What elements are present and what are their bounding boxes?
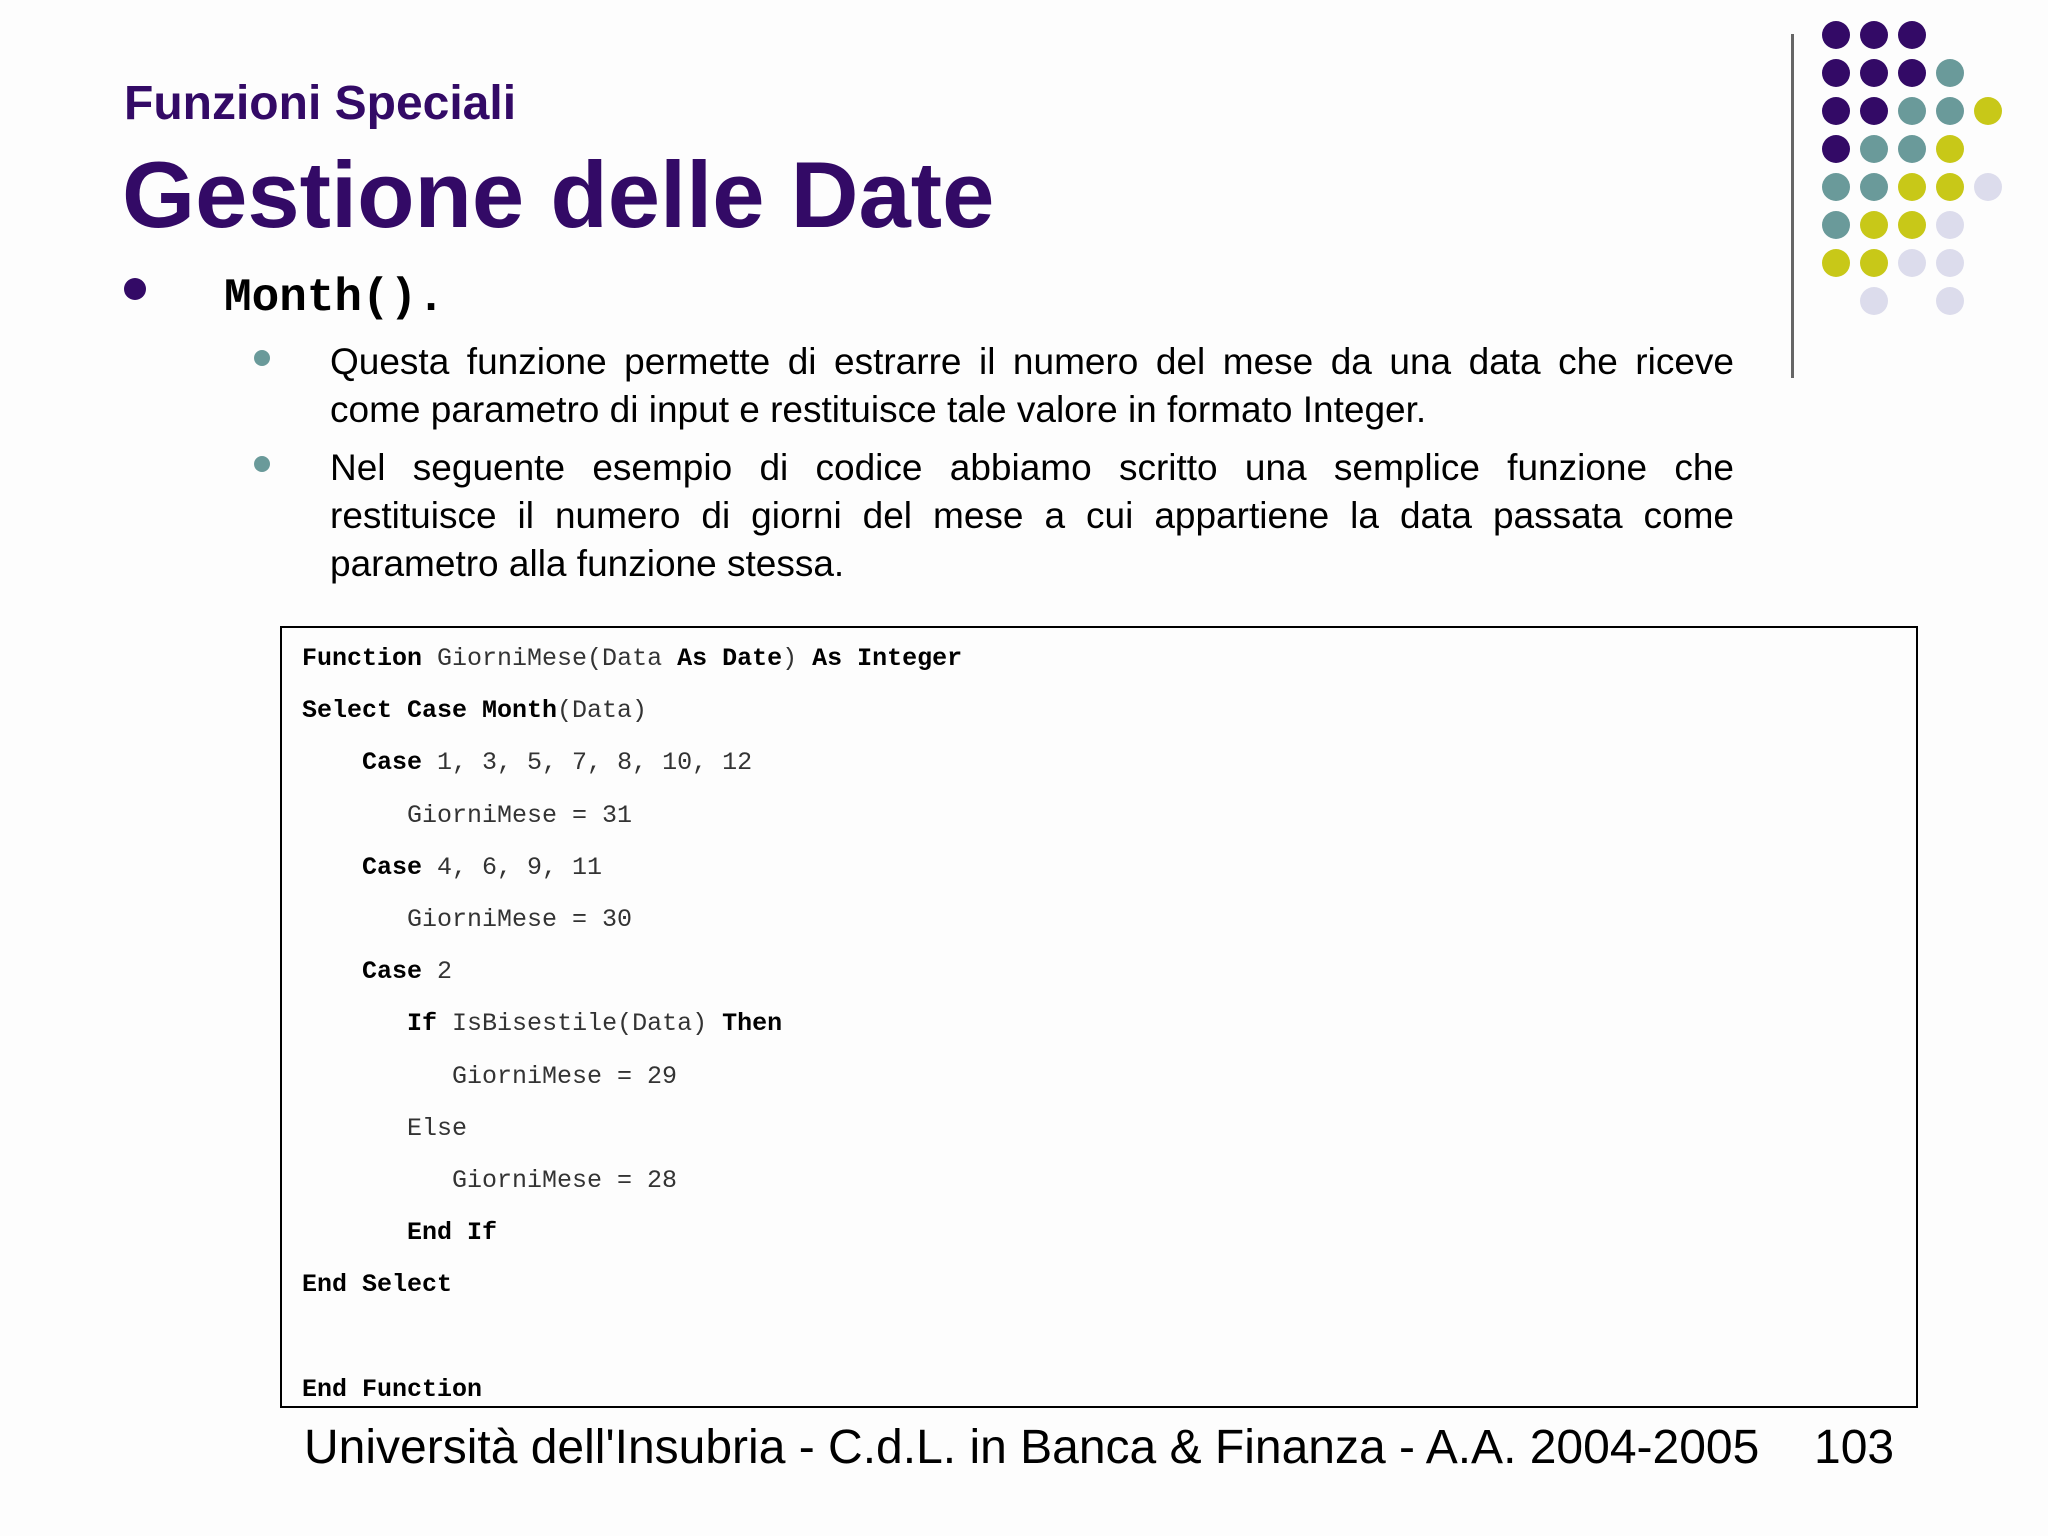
- code-keyword: End Select: [302, 1270, 453, 1300]
- function-name: Month().: [224, 272, 445, 324]
- code-text: 4, 6, 9, 11: [422, 852, 603, 882]
- code-text: ): [782, 644, 813, 673]
- code-line: [302, 905, 632, 935]
- slide-subtitle: Funzioni Speciali: [124, 77, 517, 130]
- code-line: [302, 1114, 467, 1144]
- code-text: [302, 748, 362, 777]
- code-text: (Data): [557, 696, 648, 726]
- code-line: [302, 748, 752, 778]
- code-line: [302, 1270, 452, 1300]
- decorative-dot: [1898, 173, 1926, 201]
- code-keyword: Function: [302, 644, 423, 673]
- decorative-dot: [1936, 249, 1964, 277]
- decorative-dot: [1822, 249, 1850, 277]
- code-line: [302, 1218, 497, 1248]
- code-keyword: As Date: [677, 644, 783, 673]
- code-line: [302, 644, 962, 674]
- code-line: [302, 957, 452, 987]
- decorative-dot: [1822, 59, 1850, 87]
- decorative-dot: [1860, 59, 1888, 87]
- code-text: [302, 1009, 407, 1038]
- decorative-dot: [1936, 173, 1964, 201]
- decorative-dot: [1822, 211, 1850, 239]
- decorative-dot: [1898, 97, 1926, 125]
- code-text: GiorniMese = 31: [302, 800, 633, 830]
- paragraph-text: Nel seguente esempio di codice abbiamo scritto una semplice funzione che restituisce il numero di giorni del mese a cui appartiene la data passata come parametro alla funzione stessa.: [330, 447, 1734, 584]
- code-text: IsBisestile(Data): [437, 1009, 723, 1039]
- decorative-dot: [1860, 97, 1888, 125]
- decorative-dot: [1936, 211, 1964, 239]
- code-keyword: As Integer: [812, 644, 963, 673]
- decorative-dot: [1860, 21, 1888, 49]
- code-line: [302, 1009, 782, 1039]
- decorative-dot: [1936, 135, 1964, 163]
- code-text: GiorniMese(Data: [422, 644, 678, 673]
- code-line: [302, 1062, 677, 1092]
- decorative-dot: [1822, 173, 1850, 201]
- example-paragraph: [330, 444, 1734, 588]
- decorative-dot: [1936, 59, 1964, 87]
- code-keyword: Case: [362, 957, 423, 987]
- code-text: 1, 3, 5, 7, 8, 10, 12: [422, 748, 753, 778]
- decorative-dot: [1860, 287, 1888, 315]
- code-keyword: Then: [722, 1009, 783, 1039]
- code-line: [302, 696, 647, 726]
- sub-bullet-icon: [254, 350, 270, 366]
- paragraph-text: Questa funzione permette di estrarre il numero del mese da una data che riceve come parametro di input e restituisce tale valore in formato Integer.: [330, 341, 1734, 430]
- code-keyword: Case: [362, 852, 423, 882]
- decorative-dot: [1860, 135, 1888, 163]
- decorative-dot: [1860, 211, 1888, 239]
- code-text: [302, 957, 362, 986]
- code-text: GiorniMese = 29: [302, 1061, 678, 1091]
- bullet-icon: [124, 278, 146, 300]
- code-line: [302, 801, 632, 831]
- decorative-dot: [1822, 97, 1850, 125]
- decorative-dot: [1898, 211, 1926, 239]
- footer-text: Università dell'Insubria - C.d.L. in Banca & Finanza - A.A. 2004-2005: [304, 1421, 1760, 1474]
- code-keyword: End Function: [302, 1374, 483, 1404]
- decorative-dot: [1822, 21, 1850, 49]
- description-paragraph: [330, 338, 1734, 434]
- decorative-dot: [1860, 173, 1888, 201]
- decorative-dot: [1974, 173, 2002, 201]
- code-text: [302, 1218, 407, 1247]
- page-number: 103: [1814, 1421, 1895, 1474]
- code-text: GiorniMese = 30: [302, 905, 633, 934]
- decorative-dot: [1974, 97, 2002, 125]
- code-text: 2: [422, 957, 453, 987]
- code-example-box: [280, 626, 1918, 1408]
- code-line: [302, 1375, 482, 1405]
- code-keyword: Select Case Month: [302, 696, 558, 726]
- decorative-divider: [1791, 34, 1794, 378]
- slide-title: Gestione delle Date: [122, 142, 995, 247]
- code-line: [302, 853, 602, 883]
- code-text: [302, 853, 362, 882]
- code-keyword: End If: [407, 1218, 498, 1248]
- code-line: [302, 1166, 677, 1196]
- decorative-dot: [1898, 59, 1926, 87]
- code-keyword: If: [407, 1009, 438, 1039]
- decorative-dot: [1898, 135, 1926, 163]
- code-text: GiorniMese = 28: [302, 1166, 678, 1195]
- code-keyword: Case: [362, 748, 423, 778]
- decorative-dot: [1936, 287, 1964, 315]
- decorative-dot: [1936, 97, 1964, 125]
- decorative-dot: [1860, 249, 1888, 277]
- decorative-dot: [1898, 249, 1926, 277]
- decorative-dot: [1898, 21, 1926, 49]
- code-text: Else: [302, 1113, 468, 1143]
- decorative-dot: [1822, 135, 1850, 163]
- sub-bullet-icon: [254, 456, 270, 472]
